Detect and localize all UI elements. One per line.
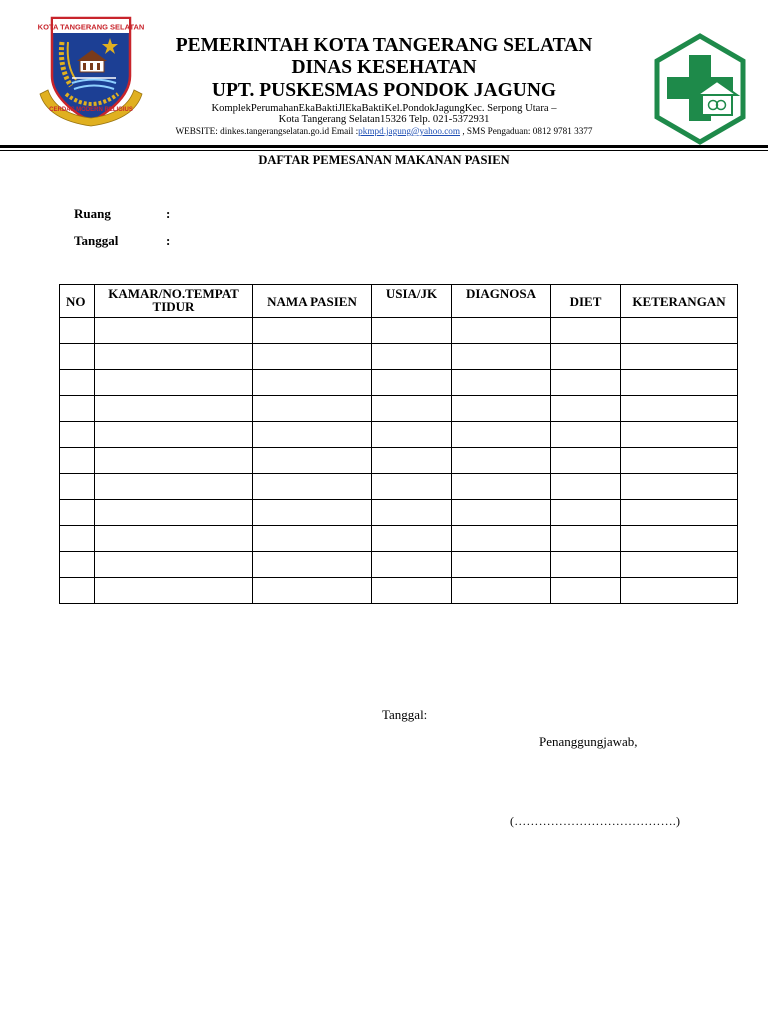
table-cell[interactable]	[253, 318, 372, 344]
table-cell[interactable]	[621, 370, 738, 396]
table-cell[interactable]	[452, 474, 551, 500]
field-colon-tanggal: :	[166, 233, 171, 248]
header-puskesmas: UPT. PUSKESMAS PONDOK JAGUNG	[211, 80, 557, 101]
table-cell[interactable]	[95, 526, 253, 552]
table-cell[interactable]	[60, 396, 95, 422]
table-cell[interactable]	[60, 422, 95, 448]
col-header-kamar: KAMAR/NO.TEMPAT TIDUR	[95, 285, 253, 318]
kota-tangerang-selatan-logo	[38, 16, 144, 128]
table-cell[interactable]	[60, 344, 95, 370]
table-cell[interactable]	[452, 396, 551, 422]
email-link[interactable]: pkmpd.jagung@yahoo.com	[358, 126, 461, 136]
table-cell[interactable]	[551, 578, 621, 604]
col-header-usia-jk: USIA/JK	[372, 285, 452, 318]
table-cell[interactable]	[95, 396, 253, 422]
table-cell[interactable]	[452, 370, 551, 396]
signature-role: Penanggungjawab,	[539, 734, 638, 749]
table-cell[interactable]	[60, 500, 95, 526]
col-header-no: NO	[60, 285, 95, 318]
table-cell[interactable]	[60, 318, 95, 344]
table-cell[interactable]	[551, 396, 621, 422]
document-title: DAFTAR PEMESANAN MAKANAN PASIEN	[258, 153, 510, 167]
table-row	[60, 370, 738, 396]
table-cell[interactable]	[253, 500, 372, 526]
table-row	[60, 526, 738, 552]
table-body	[60, 318, 738, 604]
field-colon-ruang: :	[166, 206, 171, 221]
table-cell[interactable]	[551, 500, 621, 526]
signature-name-line: (………………………………….)	[510, 814, 681, 828]
header-address-line1: KomplekPerumahanEkaBaktiJlEkaBaktiKel.PondokJagungKec. Serpong Utara –	[211, 103, 557, 114]
table-cell[interactable]	[253, 474, 372, 500]
table-row	[60, 448, 738, 474]
table-cell[interactable]	[621, 448, 738, 474]
col-header-diet: DIET	[551, 285, 621, 318]
header-agency: DINAS KESEHATAN	[291, 57, 477, 78]
table-cell[interactable]	[95, 552, 253, 578]
table-row	[60, 422, 738, 448]
table-row	[60, 578, 738, 604]
table-cell[interactable]	[253, 578, 372, 604]
table-row	[60, 500, 738, 526]
table-cell[interactable]	[372, 474, 452, 500]
table-cell[interactable]	[60, 474, 95, 500]
table-cell[interactable]	[372, 552, 452, 578]
table-cell[interactable]	[60, 552, 95, 578]
col-header-keterangan: KETERANGAN	[621, 285, 738, 318]
table-row	[60, 396, 738, 422]
header-rule-thick	[0, 145, 768, 148]
table-cell[interactable]	[372, 578, 452, 604]
table-cell[interactable]	[452, 422, 551, 448]
table-cell[interactable]	[372, 370, 452, 396]
table-cell[interactable]	[452, 578, 551, 604]
table-cell[interactable]	[372, 318, 452, 344]
table-cell[interactable]	[95, 318, 253, 344]
table-cell[interactable]	[95, 344, 253, 370]
logo-left-motto: CERDAS MODERN RELIGIUS	[49, 107, 133, 113]
table-cell[interactable]	[452, 318, 551, 344]
table-cell[interactable]	[95, 474, 253, 500]
table-cell[interactable]	[452, 448, 551, 474]
table-cell[interactable]	[253, 396, 372, 422]
meal-order-table	[59, 284, 738, 604]
table-cell[interactable]	[253, 526, 372, 552]
table-row	[60, 552, 738, 578]
table-cell[interactable]	[372, 396, 452, 422]
table-cell[interactable]	[452, 552, 551, 578]
table-cell[interactable]	[621, 474, 738, 500]
table-row	[60, 344, 738, 370]
table-cell[interactable]	[551, 552, 621, 578]
col-header-diagnosa: DIAGNOSA	[452, 285, 551, 318]
table-row	[60, 474, 738, 500]
table-cell[interactable]	[60, 448, 95, 474]
table-cell[interactable]	[551, 422, 621, 448]
table-cell[interactable]	[372, 448, 452, 474]
table-cell[interactable]	[95, 422, 253, 448]
table-cell[interactable]	[253, 422, 372, 448]
col-header-nama-pasien: NAMA PASIEN	[253, 285, 372, 318]
puskesmas-logo	[653, 33, 747, 145]
table-cell[interactable]	[551, 318, 621, 344]
table-cell[interactable]	[253, 552, 372, 578]
table-cell[interactable]	[253, 448, 372, 474]
header-contact-line	[140, 126, 628, 136]
table-cell[interactable]	[372, 344, 452, 370]
field-label-tanggal: Tanggal	[74, 233, 119, 248]
table-cell[interactable]	[372, 422, 452, 448]
header-rule-thin	[0, 150, 768, 151]
table-cell[interactable]	[372, 526, 452, 552]
table-cell[interactable]	[621, 500, 738, 526]
table-cell[interactable]	[452, 344, 551, 370]
table-cell[interactable]	[95, 448, 253, 474]
table-cell[interactable]	[452, 526, 551, 552]
table-cell[interactable]	[253, 344, 372, 370]
table-cell[interactable]	[621, 396, 738, 422]
table-cell[interactable]	[452, 500, 551, 526]
table-cell[interactable]	[551, 448, 621, 474]
sms-text: , SMS Pengaduan: 0812 9781 3377	[460, 126, 593, 136]
signature-date-label: Tanggal:	[382, 707, 428, 722]
table-cell[interactable]	[95, 370, 253, 396]
table-cell[interactable]	[621, 526, 738, 552]
table-cell[interactable]	[621, 578, 738, 604]
table-cell[interactable]	[551, 370, 621, 396]
logo-left-banner: KOTA TANGERANG SELATAN	[38, 22, 144, 32]
field-label-ruang: Ruang	[74, 206, 111, 221]
table-row	[60, 318, 738, 344]
table-cell[interactable]	[253, 370, 372, 396]
header-address-line2: Kota Tangerang Selatan15326 Telp. 021-5372931	[278, 114, 490, 125]
table-cell[interactable]	[60, 578, 95, 604]
table-cell[interactable]	[95, 500, 253, 526]
table-cell[interactable]	[621, 552, 738, 578]
table-cell[interactable]	[551, 474, 621, 500]
table-cell[interactable]	[551, 344, 621, 370]
table-cell[interactable]	[95, 578, 253, 604]
website-text: WEBSITE: dinkes.tangerangselatan.go.id Email :	[175, 126, 359, 136]
table-header-row	[60, 285, 738, 318]
table-cell[interactable]	[60, 526, 95, 552]
table-cell[interactable]	[372, 500, 452, 526]
table-cell[interactable]	[551, 526, 621, 552]
table-cell[interactable]	[621, 318, 738, 344]
table-cell[interactable]	[621, 422, 738, 448]
table-cell[interactable]	[60, 370, 95, 396]
table-cell[interactable]	[621, 344, 738, 370]
header-government: PEMERINTAH KOTA TANGERANG SELATAN	[175, 35, 593, 56]
